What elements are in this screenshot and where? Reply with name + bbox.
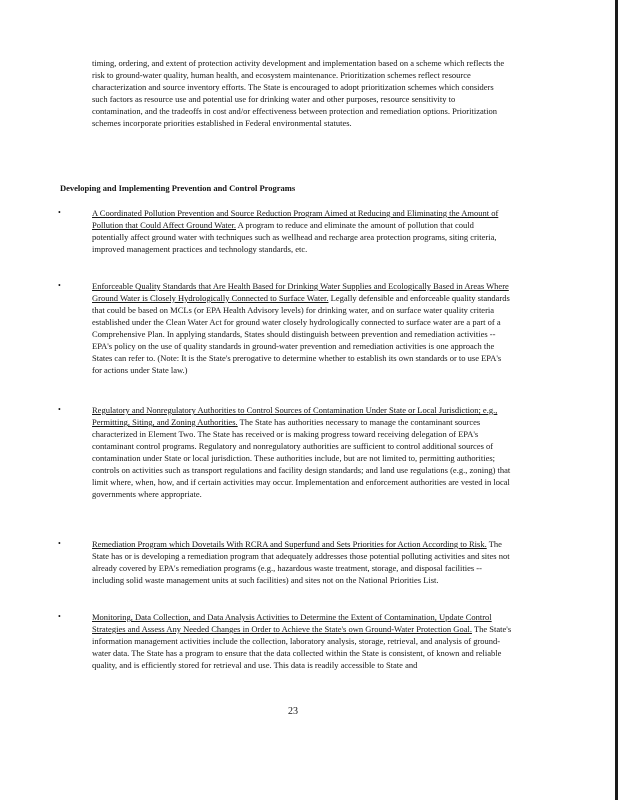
bullet-title: Monitoring, Data Collection, and Data Analysis Activities to Determine the Extent of Contamination, Update Control Strategies and Assess Any Needed Changes in Order to Achieve the State's own Ground-Water Protection Goal. bbox=[92, 612, 492, 634]
bullet-body: The State has or is developing a remediation program that adequately addresses those potential polluting activities and sites not already covered by EPA's remediation programs (e.g., hazardous waste treatment, storage, and disposal facilities -- including solid waste management units at such facilities) and sites not on the National Priorities List. bbox=[92, 539, 510, 585]
bullet-body: The State's information management activities include the collection, laboratory analysis, storage, retrieval, and analysis of ground-water data. The State has a program to ensure that the data collected within the State is consistent, of known and reliable quality, and is efficiently stored for retrieval and use. This data is readily accessible to State and bbox=[92, 624, 512, 670]
section-heading: Developing and Implementing Prevention and Control Programs bbox=[60, 183, 296, 193]
bullet-title: A Coordinated Pollution Prevention and Source Reduction Program Aimed at Reducing and Eliminating the Amount of Pollution that Could Affect Ground Water. bbox=[92, 208, 499, 230]
bullet-title: Enforceable Quality Standards that Are Health Based for Drinking Water Supplies and Ecologically Based in Areas Where Ground Water is Closely Hydrologically Connected to Surface Water. bbox=[92, 281, 509, 303]
bullet-body: The State has authorities necessary to manage the contaminant sources characterized in Element Two. The State has received or is making progress toward receiving delegation of EPA's contaminant control programs. Regulatory and nonregulatory authorities are sufficient to control additional sources of contamination under State or local jurisdiction. These authorities include, but are not limited to, permitting authorities; controls on activities such as transport regulations and facility design standards; and land use regulations (e.g., zoning) that limit where, when, how, and if certain activities may occur. Implementation and enforcement authorities are vested in local governments where appropriate. bbox=[92, 417, 511, 499]
bullet-item bbox=[92, 404, 512, 500]
bullet-marker: • bbox=[58, 405, 61, 414]
bullet-item bbox=[92, 538, 512, 586]
intro-paragraph: timing, ordering, and extent of protection activity development and implementation based on a scheme which reflects the risk to ground-water quality, human health, and ecosystem maintenance. Prioritization schemes reflect resource characterization and source inventory efforts. The State is encouraged to adopt prioritization schemes which considers such factors as resource use and potential use for drinking water and other purposes, resource sensitivity to contamination, and the tradeoffs in cost and/or effectiveness between protection and remediation options. Prioritization schemes incorporate priorities established in Federal environmental statutes. bbox=[92, 58, 505, 128]
bullet-title: Regulatory and Nonregulatory Authorities to Control Sources of Contamination Under State or Local Jurisdiction; e.g., Permitting, Siting, and Zoning Authorities. bbox=[92, 405, 498, 427]
bullet-marker: • bbox=[58, 281, 61, 290]
bullet-body: A program to reduce and eliminate the amount of pollution that could potentially affect ground water with techniques such as wellhead and recharge area protection programs, siting criteria, improved management practices and technology standards, etc. bbox=[92, 220, 497, 254]
bullet-marker: • bbox=[58, 539, 61, 548]
bullet-marker: • bbox=[58, 612, 61, 621]
bullet-title: Remediation Program which Dovetails With RCRA and Superfund and Sets Priorities for Action According to Risk. bbox=[92, 539, 487, 549]
bullet-body: Legally defensible and enforceable quality standards that could be based on MCLs (or EPA Health Advisory levels) for drinking water, and on surface water quality criteria established under the Clean Water Act for ground water closely hydrologically connected to surface water are a part of a Comprehensive Plan. In applying standards, States should distinguish between prevention and remediation activities -- EPA's policy on the use of quality standards in ground-water prevention and remediation activities is one approach the States can refer to. (Note: It is the State's prerogative to determine whether to establish its own standards or to use EPA's for actions under State law.) bbox=[92, 293, 510, 375]
bullet-item bbox=[92, 207, 512, 255]
page-number: 23 bbox=[288, 706, 298, 717]
bullet-marker: • bbox=[58, 208, 61, 217]
bullet-item bbox=[92, 280, 512, 376]
bullet-item bbox=[92, 611, 512, 671]
